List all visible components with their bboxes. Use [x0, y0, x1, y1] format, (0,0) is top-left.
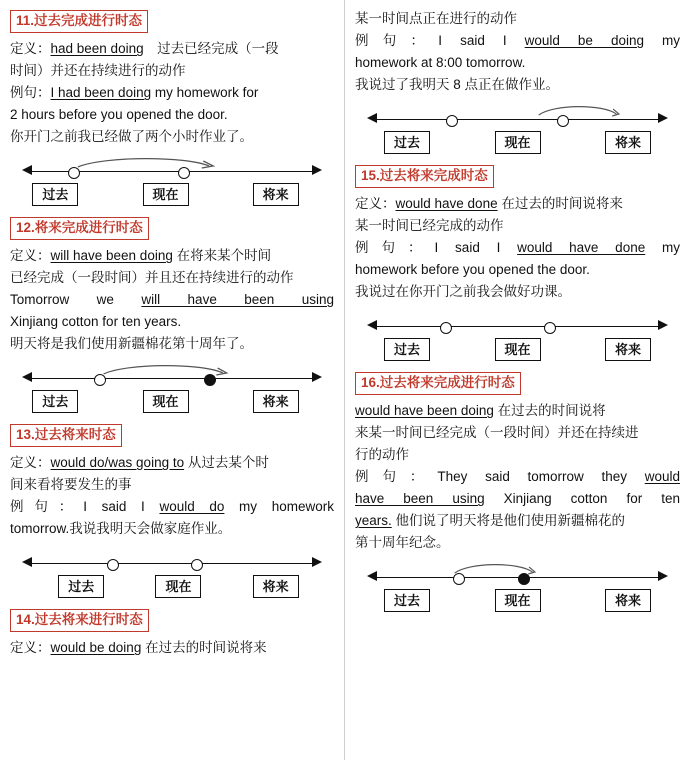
duration-curve-icon: [537, 103, 622, 117]
text-run: 我说过在你开门之前我会做好功课。: [355, 284, 571, 299]
entry-text-line: [355, 259, 680, 280]
entry-text-line: [10, 126, 334, 147]
entry-title: 11.过去完成进行时态: [10, 10, 148, 33]
underlined-phrase: would be doing: [524, 33, 644, 48]
text-run: 过去已经完成（一段: [143, 41, 279, 56]
timeline-label-now: 现在: [494, 589, 540, 612]
tense-entry: [355, 163, 680, 364]
arrow-left-icon: [22, 165, 32, 175]
timeline-label-future: 将来: [605, 338, 651, 361]
text-run: 在将来某个时间: [172, 248, 272, 263]
timeline-label-past: 过去: [384, 338, 430, 361]
text-run: homework before you opened the door.: [355, 262, 590, 277]
text-run: 时间）并还在持续进行的动作: [10, 63, 186, 78]
timeline-point: [440, 322, 452, 334]
timeline-axis: [377, 119, 658, 120]
text-run: 例句：: [355, 240, 435, 255]
duration-curve-icon: [453, 561, 538, 575]
timeline-axis: [377, 326, 658, 327]
text-run: my: [645, 240, 680, 255]
entry-text-line: [10, 289, 334, 310]
entry-text-line: [10, 82, 334, 103]
text-run: homework at 8:00 tomorrow.: [355, 55, 526, 70]
entry-text-line: [355, 74, 680, 95]
timeline-label-now: 现在: [143, 183, 189, 206]
timeline-point: [446, 115, 458, 127]
timeline-axis: [32, 563, 312, 564]
arrow-right-icon: [658, 571, 668, 581]
arrow-right-icon: [658, 113, 668, 123]
entry-text-line: [355, 237, 680, 258]
entry-title: 15.过去将来完成时态: [355, 165, 494, 188]
text-run: I said I: [438, 33, 525, 48]
arrow-left-icon: [22, 557, 32, 567]
timeline-label-future: 将来: [605, 131, 651, 154]
tense-entry: [10, 8, 334, 209]
text-run: 在过去的时间说将来: [497, 196, 623, 211]
entry-text-line: [10, 38, 334, 59]
text-run: Tomorrow we: [10, 292, 142, 307]
right-column: [345, 0, 690, 760]
tense-entry: [355, 8, 680, 157]
arrow-left-icon: [367, 571, 377, 581]
entry-text-line: [355, 52, 680, 73]
entry-text-line: [355, 444, 680, 465]
underlined-phrase: I had been doing: [50, 85, 152, 100]
underlined-phrase: would do/was going to: [50, 455, 185, 470]
underlined-phrase: would have done: [395, 196, 498, 211]
entry-text-line: [355, 466, 680, 487]
timeline-label-past: 过去: [384, 131, 430, 154]
timeline-label-now: 现在: [494, 338, 540, 361]
entry-text-line: [10, 104, 334, 125]
text-run: 例句：: [355, 469, 438, 484]
timeline-label-now: 现在: [143, 390, 189, 413]
text-run: tomorrow.我说我明天会做家庭作业。: [10, 521, 232, 536]
entry-title: 13.过去将来时态: [10, 424, 122, 447]
entry-text-line: [355, 215, 680, 236]
entry-text-line: [355, 30, 680, 51]
text-run: 第十周年纪念。: [355, 535, 450, 550]
entry-text-line: [10, 452, 334, 473]
entry-text-line: [10, 333, 334, 354]
underlined-phrase: would do: [159, 499, 225, 514]
arrow-right-icon: [658, 320, 668, 330]
entry-title: 12.将来完成进行时态: [10, 217, 149, 240]
timeline-label-past: 过去: [384, 589, 430, 612]
text-run: 2 hours before you opened the door.: [10, 107, 228, 122]
text-run: 明天将是我们使用新疆棉花第十周年了。: [10, 336, 253, 351]
timeline-label-past: 过去: [58, 575, 104, 598]
text-run: They said tomorrow they: [437, 469, 645, 484]
text-run: 定义：: [10, 455, 51, 470]
duration-curve-icon: [75, 155, 218, 169]
text-run: my homework for: [151, 85, 259, 100]
timeline-label-past: 过去: [32, 183, 78, 206]
text-run: 定义：: [10, 640, 51, 655]
timeline-diagram: [10, 153, 334, 209]
entry-text-line: [355, 532, 680, 553]
underlined-phrase: will have been doing: [50, 248, 173, 263]
entry-text-line: [10, 245, 334, 266]
entry-title: 16.过去将来完成进行时态: [355, 372, 521, 395]
text-run: 从过去某个时: [184, 455, 269, 470]
timeline-axis: [32, 378, 312, 379]
timeline-diagram: [355, 101, 680, 157]
underlined-phrase: years.: [355, 513, 392, 528]
text-run: 定义：: [355, 196, 396, 211]
tense-entry: [10, 215, 334, 416]
underlined-phrase: would have been doing: [355, 403, 494, 418]
text-run: my: [643, 33, 680, 48]
timeline-label-future: 将来: [605, 589, 651, 612]
text-run: Xinjiang cotton for ten years.: [10, 314, 182, 329]
underlined-phrase: would have done: [517, 240, 646, 255]
timeline-diagram: [10, 545, 334, 601]
arrow-right-icon: [312, 165, 322, 175]
text-run: 我说过了我明天 8 点正在做作业。: [355, 77, 560, 92]
underlined-phrase: would: [644, 469, 681, 484]
entry-text-line: [355, 8, 680, 29]
text-run: Xinjiang cotton for ten: [484, 491, 680, 506]
entry-text-line: [10, 496, 334, 517]
entry-text-line: [355, 422, 680, 443]
timeline-label-past: 过去: [32, 390, 78, 413]
timeline-label-future: 将来: [253, 575, 299, 598]
tense-entry: [10, 607, 334, 658]
timeline-diagram: [355, 559, 680, 615]
entry-text-line: [355, 281, 680, 302]
text-run: 在过去的时间说将: [493, 403, 606, 418]
underlined-phrase: had been doing: [50, 41, 144, 56]
entry-text-line: [10, 311, 334, 332]
text-run: 某一时间已经完成的动作: [355, 218, 504, 233]
text-run: 例句：: [10, 85, 51, 100]
timeline-point: [191, 559, 203, 571]
text-run: 行的动作: [355, 447, 409, 462]
timeline-diagram: [10, 360, 334, 416]
text-run: 你开门之前我已经做了两个小时作业了。: [10, 129, 253, 144]
entry-text-line: [10, 60, 334, 81]
underlined-phrase: have been using: [355, 491, 485, 506]
arrow-left-icon: [367, 320, 377, 330]
timeline-label-now: 现在: [494, 131, 540, 154]
arrow-left-icon: [22, 372, 32, 382]
entry-text-line: [10, 637, 334, 658]
entry-text-line: [355, 400, 680, 421]
text-run: I said I: [434, 240, 518, 255]
tense-entry: [10, 422, 334, 601]
text-run: 某一时间点正在进行的动作: [355, 11, 517, 26]
text-run: 例句：: [355, 33, 439, 48]
tense-entry: [355, 370, 680, 615]
timeline-label-future: 将来: [253, 183, 299, 206]
text-run: 间来看将要发生的事: [10, 477, 132, 492]
entry-text-line: [355, 193, 680, 214]
text-run: my homework: [224, 499, 334, 514]
text-run: 定义：: [10, 41, 51, 56]
timeline-label-future: 将来: [253, 390, 299, 413]
timeline-point: [107, 559, 119, 571]
timeline-point: [544, 322, 556, 334]
text-run: 例句：: [10, 499, 84, 514]
underlined-phrase: would be doing: [50, 640, 142, 655]
timeline-diagram: [355, 308, 680, 364]
entry-text-line: [355, 510, 680, 531]
entry-title: 14.过去将来进行时态: [10, 609, 149, 632]
text-run: 已经完成（一段时间）并且还在持续进行的动作: [10, 270, 294, 285]
underlined-phrase: will have been using: [141, 292, 334, 307]
entry-text-line: [10, 267, 334, 288]
entry-text-line: [10, 474, 334, 495]
entry-text-line: [355, 488, 680, 509]
arrow-right-icon: [312, 372, 322, 382]
arrow-right-icon: [312, 557, 322, 567]
text-run: 来某一时间已经完成（一段时间）并还在持续进: [355, 425, 639, 440]
text-run: I said I: [83, 499, 160, 514]
arrow-left-icon: [367, 113, 377, 123]
text-run: 在过去的时间说将来: [141, 640, 267, 655]
text-run: 定义：: [10, 248, 51, 263]
timeline-label-now: 现在: [155, 575, 201, 598]
duration-curve-icon: [101, 362, 231, 376]
entry-text-line: [10, 518, 334, 539]
text-run: 他们说了明天将是他们使用新疆棉花的: [391, 513, 626, 528]
